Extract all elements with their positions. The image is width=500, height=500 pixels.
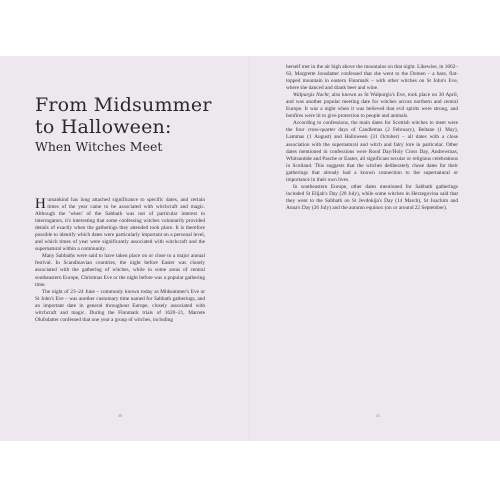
paragraph: According to confessions, the main dates for Scottish witches to meet were the four cross-quarter days of Candlemas (2 February), Beltane (1 May), Lammas (1 August) and Halloween (31 October) – all dates with a close association with the supernatural and witch and fairy lore in particular. Other dates mentioned in confessions were Rood Day/Holy Cross Day, Andrewmas, Whitsuntide and Pasche or Easter, all significant secular or religious celebrations in Scotland. This suggests that the witches deliberately chose dates for their gatherings that already had a known connection to the supernatural or importance in their own lives. — [286, 120, 458, 183]
paragraph-text: umankind has long attached significance to specific dates, and certain times of the year came to be associated with witchcraft and magic. Although the 'when' of the Sabbath was not of particular interest to interrogators, it's interesting that some confessing witches voluntarily provided details of exactly when the gatherings they attended took place. It is therefore possible to identify which dates were particularly important on a personal level, and which times of year were significantly associated with witchcraft and the supernatural within a community. — [35, 197, 205, 253]
book-spread — [0, 56, 500, 441]
chapter-title — [35, 94, 235, 155]
title-line-1: From Midsummer — [35, 94, 212, 116]
drop-cap: H — [35, 196, 46, 212]
page-number-left: 30 — [118, 413, 122, 418]
paragraph — [35, 197, 205, 253]
emphasis-text: Walpurgis Nacht, — [293, 92, 331, 99]
title-line-2: to Halloween: — [35, 116, 172, 138]
right-page-text — [286, 64, 458, 212]
left-page-text — [35, 197, 205, 324]
paragraph — [286, 92, 458, 120]
paragraph: Many Sabbaths were said to have taken place on or close to a major annual festival. In Scandinavian countries, the night before Easter was closely associated with the gathering of witches, while in some areas of central southeastern Europe, Christmas Eve or the night before was a popular gathering time. — [35, 253, 205, 288]
paragraph: The night of 23–24 June – commonly known today as Midsummer's Eve or St John's Eve – was another customary time named for Sabbath gatherings, and an important date in general throughout Europe, closely associated with witchcraft and magic. During the Finnmark trials of 1620–21, Marrete Olufsdatter confessed that one year a group of witches, including — [35, 288, 205, 323]
paragraph: In southeastern Europe, other dates mentioned for Sabbath gatherings included St Elijah's Day (20 July), while some witches in Herzegovina said that they went to the Sabbath on St Jevdokija's Day (14 March), St Joachim and Anna's Day (26 July) and the autumn equinox (on or around 22 September). — [286, 183, 458, 211]
paragraph-text: also known as St Walpurgis's Eve, took place on 30 April, and was another popular meeting date for witches across northern and central Europe. It was a night when it was believed that evil spirits were strong, and bonfires were lit to give protection to people and animals. — [286, 92, 458, 120]
book-gutter — [249, 56, 251, 441]
paragraph: herself met in the air high above the mountains on that night. Likewise, in 1662–63, Margrette Jonsdatter confessed that she went to the Domen – a bare, flat-topped mountain in eastern Finnmark – with other witches on St John's Eve, where she danced and drank beer and wine. — [286, 64, 458, 92]
chapter-subtitle: When Witches Meet — [35, 139, 163, 154]
page-number-right: 31 — [376, 413, 380, 418]
